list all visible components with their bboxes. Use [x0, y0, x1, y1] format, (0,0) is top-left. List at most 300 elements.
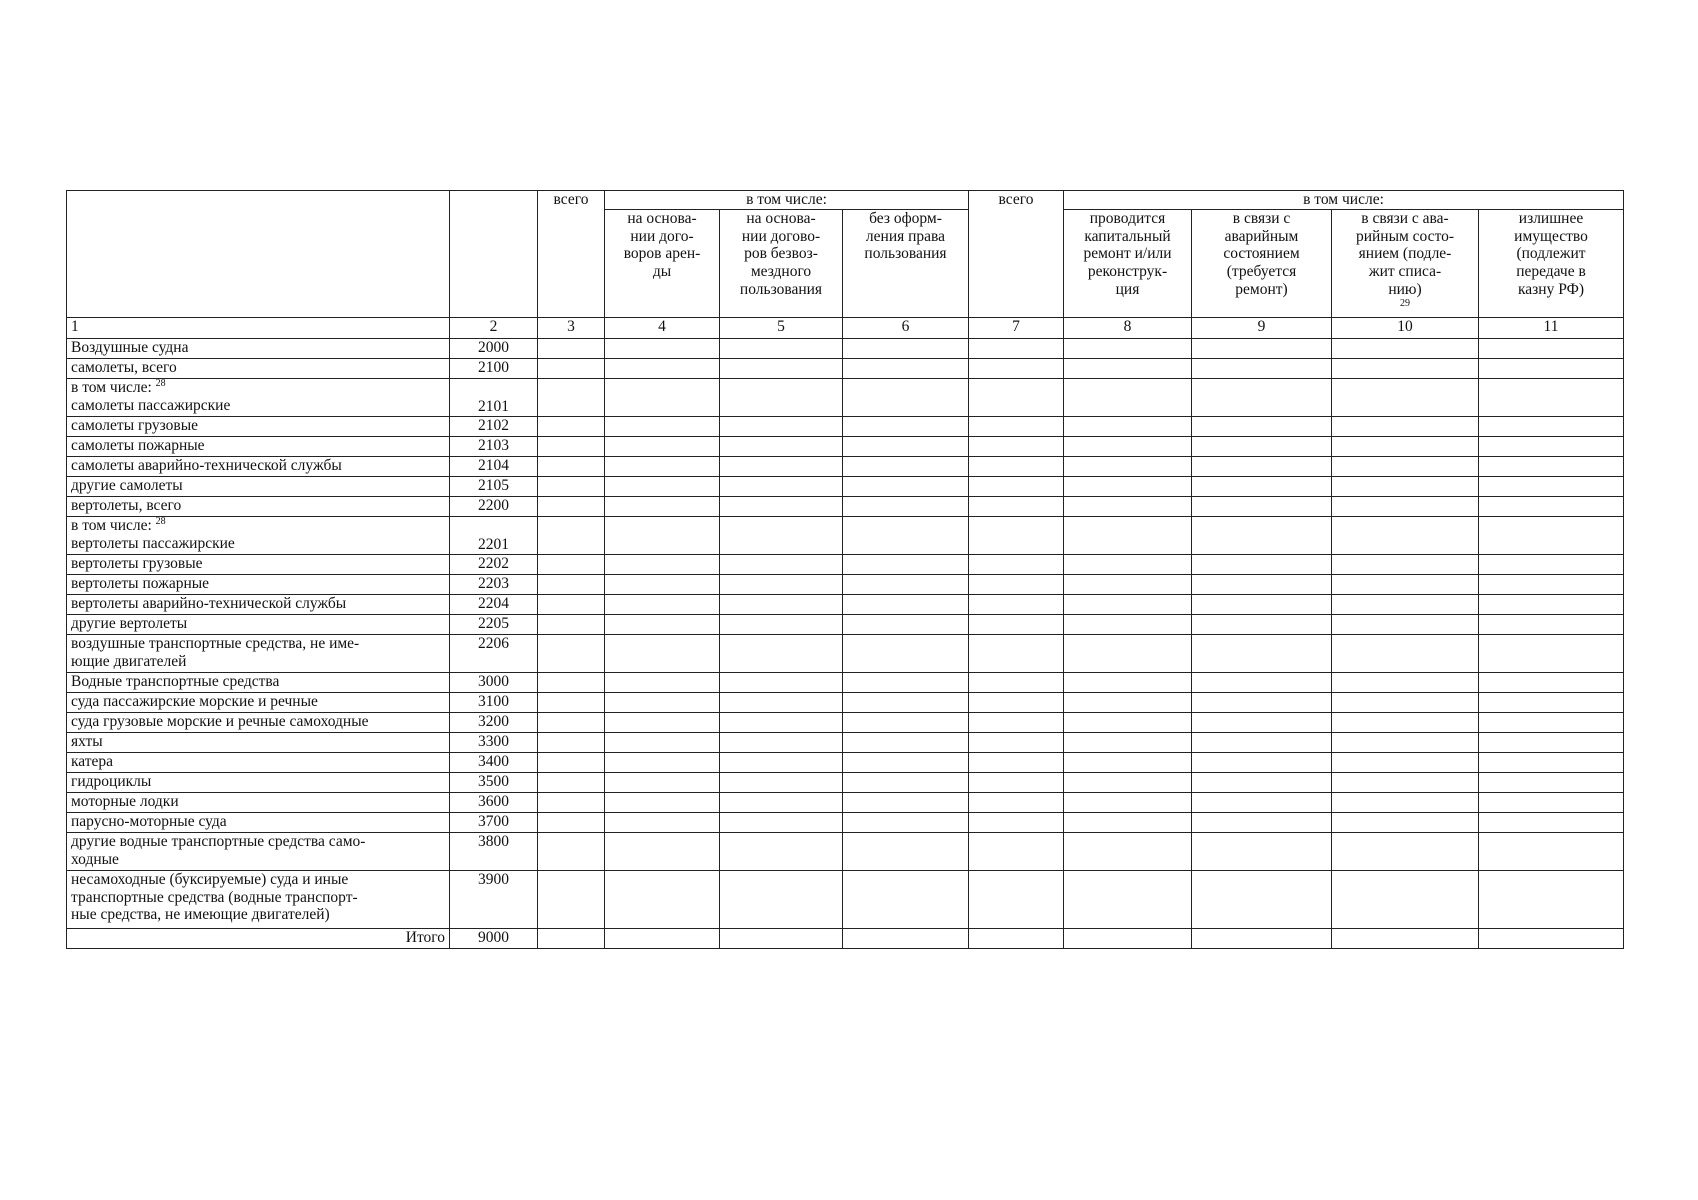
row-name-label: самолеты грузовые [71, 416, 199, 434]
row-name-label: вертолеты грузовые [71, 554, 203, 572]
row-2204-col10-cell[interactable] [1332, 594, 1479, 614]
row-2203-col6-cell[interactable] [843, 574, 969, 594]
row-2205-col4-cell[interactable] [605, 614, 720, 634]
row-prefix-text: в том числе: [71, 378, 152, 396]
row-2203-col3-cell[interactable] [538, 574, 605, 594]
row-3600-col7-cell[interactable] [969, 792, 1064, 812]
table-row [67, 672, 1624, 692]
row-3500-col5-cell[interactable] [720, 772, 843, 792]
row-3000-col10-cell[interactable] [1332, 672, 1479, 692]
row-3900-col3-cell[interactable] [538, 870, 605, 928]
row-2101-col6-cell[interactable] [843, 378, 969, 416]
total-col7-cell[interactable] [969, 928, 1064, 948]
row-2200-col6-cell[interactable] [843, 496, 969, 516]
row-name-label: Воздушные судна [71, 338, 189, 356]
row-name-label: несамоходные (буксируемые) суда и иные транспортные средства (водные транспорт- ные средства, не имеющие двигателей) [71, 870, 358, 924]
row-3500-col9-cell[interactable] [1192, 772, 1332, 792]
row-2205-col6-cell[interactable] [843, 614, 969, 634]
row-3100-col3-cell[interactable] [538, 692, 605, 712]
row-2206-col4-cell[interactable] [605, 634, 720, 672]
row-name-label: гидроциклы [71, 772, 152, 790]
row-code-cell: 2000 [450, 338, 538, 358]
row-2200-col9-cell[interactable] [1192, 496, 1332, 516]
row-3200-col10-cell[interactable] [1332, 712, 1479, 732]
table-row [67, 594, 1624, 614]
table-row [67, 870, 1624, 928]
total-col6-cell[interactable] [843, 928, 969, 948]
column-number-8: 8 [1064, 317, 1192, 338]
row-2105-col6-cell[interactable] [843, 476, 969, 496]
row-2201-col10-cell[interactable] [1332, 516, 1479, 554]
row-3700-col6-cell[interactable] [843, 812, 969, 832]
row-3100-col6-cell[interactable] [843, 692, 969, 712]
row-3300-col7-cell[interactable] [969, 732, 1064, 752]
row-2105-col4-cell[interactable] [605, 476, 720, 496]
row-2102-col8-cell[interactable] [1064, 416, 1192, 436]
row-2000-col5-cell[interactable] [720, 338, 843, 358]
row-code-cell: 3700 [450, 812, 538, 832]
row-code-cell: 2204 [450, 594, 538, 614]
row-2206-col3-cell[interactable] [538, 634, 605, 672]
row-3000-col3-cell[interactable] [538, 672, 605, 692]
row-3400-col8-cell[interactable] [1064, 752, 1192, 772]
row-3400-col7-cell[interactable] [969, 752, 1064, 772]
header-row-1 [67, 191, 1624, 210]
row-name-cell [67, 516, 450, 554]
row-2000-col10-cell[interactable] [1332, 338, 1479, 358]
row-3600-col4-cell[interactable] [605, 792, 720, 812]
row-2201-col5-cell[interactable] [720, 516, 843, 554]
table-row [67, 752, 1624, 772]
row-3500-col8-cell[interactable] [1064, 772, 1192, 792]
row-2102-col6-cell[interactable] [843, 416, 969, 436]
row-3100-col10-cell[interactable] [1332, 692, 1479, 712]
row-2102-col7-cell[interactable] [969, 416, 1064, 436]
row-3100-col8-cell[interactable] [1064, 692, 1192, 712]
table-row [67, 456, 1624, 476]
header-group1: в том числе: [605, 191, 969, 210]
row-2000-col6-cell[interactable] [843, 338, 969, 358]
row-2105-col3-cell[interactable] [538, 476, 605, 496]
row-3900-col8-cell[interactable] [1064, 870, 1192, 928]
total-col8-cell[interactable] [1064, 928, 1192, 948]
row-2103-col7-cell[interactable] [969, 436, 1064, 456]
transport-assets-table [66, 190, 1624, 949]
table-row [67, 772, 1624, 792]
row-3600-col5-cell[interactable] [720, 792, 843, 812]
row-2103-col11-cell[interactable] [1479, 436, 1624, 456]
row-3100-col11-cell[interactable] [1479, 692, 1624, 712]
row-2000-col7-cell[interactable] [969, 338, 1064, 358]
row-3800-col10-cell[interactable] [1332, 832, 1479, 870]
row-3700-col5-cell[interactable] [720, 812, 843, 832]
row-2104-col10-cell[interactable] [1332, 456, 1479, 476]
row-2202-col3-cell[interactable] [538, 554, 605, 574]
row-2201-col8-cell[interactable] [1064, 516, 1192, 554]
row-3300-col3-cell[interactable] [538, 732, 605, 752]
row-code-cell: 3100 [450, 692, 538, 712]
table-row [67, 574, 1624, 594]
row-2100-col6-cell[interactable] [843, 358, 969, 378]
row-2202-col4-cell[interactable] [605, 554, 720, 574]
table-row [67, 436, 1624, 456]
row-2204-col9-cell[interactable] [1192, 594, 1332, 614]
header-col10: в связи с ава- рийным состо- янием (подле- жит списа- нию) $^{29}$ [1332, 209, 1479, 317]
row-name-cell [67, 870, 450, 928]
row-name-cell [67, 554, 450, 574]
row-3200-col7-cell[interactable] [969, 712, 1064, 732]
row-code-cell: 3400 [450, 752, 538, 772]
row-2205-col3-cell[interactable] [538, 614, 605, 634]
row-3300-col8-cell[interactable] [1064, 732, 1192, 752]
row-3500-col11-cell[interactable] [1479, 772, 1624, 792]
row-3100-col9-cell[interactable] [1192, 692, 1332, 712]
table-row [67, 634, 1624, 672]
row-2203-col7-cell[interactable] [969, 574, 1064, 594]
row-2205-col7-cell[interactable] [969, 614, 1064, 634]
row-code-cell: 3200 [450, 712, 538, 732]
row-3300-col10-cell[interactable] [1332, 732, 1479, 752]
row-2104-col11-cell[interactable] [1479, 456, 1624, 476]
row-3400-col9-cell[interactable] [1192, 752, 1332, 772]
table-row [67, 358, 1624, 378]
row-2203-col4-cell[interactable] [605, 574, 720, 594]
row-3100-col4-cell[interactable] [605, 692, 720, 712]
row-3000-col9-cell[interactable] [1192, 672, 1332, 692]
row-2206-col5-cell[interactable] [720, 634, 843, 672]
row-2100-col5-cell[interactable] [720, 358, 843, 378]
row-3800-col9-cell[interactable] [1192, 832, 1332, 870]
row-2102-col5-cell[interactable] [720, 416, 843, 436]
row-3600-col3-cell[interactable] [538, 792, 605, 812]
row-2100-col3-cell[interactable] [538, 358, 605, 378]
table-row [67, 732, 1624, 752]
row-2201-col4-cell[interactable] [605, 516, 720, 554]
row-2203-col11-cell[interactable] [1479, 574, 1624, 594]
row-3500-col7-cell[interactable] [969, 772, 1064, 792]
row-3300-col4-cell[interactable] [605, 732, 720, 752]
row-2202-col11-cell[interactable] [1479, 554, 1624, 574]
row-2204-col3-cell[interactable] [538, 594, 605, 614]
row-3900-col11-cell[interactable] [1479, 870, 1624, 928]
row-2105-col9-cell[interactable] [1192, 476, 1332, 496]
row-2206-col6-cell[interactable] [843, 634, 969, 672]
row-3000-col11-cell[interactable] [1479, 672, 1624, 692]
row-3500-col10-cell[interactable] [1332, 772, 1479, 792]
row-2202-col10-cell[interactable] [1332, 554, 1479, 574]
row-3800-col4-cell[interactable] [605, 832, 720, 870]
row-name-label: другие вертолеты [71, 614, 188, 632]
header-col3: всего [538, 191, 605, 318]
row-2000-col11-cell[interactable] [1479, 338, 1624, 358]
row-2201-col3-cell[interactable] [538, 516, 605, 554]
row-2206-col7-cell[interactable] [969, 634, 1064, 672]
row-2103-col9-cell[interactable] [1192, 436, 1332, 456]
row-name-cell [67, 476, 450, 496]
row-2204-col11-cell[interactable] [1479, 594, 1624, 614]
row-2202-col6-cell[interactable] [843, 554, 969, 574]
row-2200-col3-cell[interactable] [538, 496, 605, 516]
row-name-label: вертолеты пассажирские [71, 534, 235, 552]
row-2204-col5-cell[interactable] [720, 594, 843, 614]
row-2202-col5-cell[interactable] [720, 554, 843, 574]
row-2100-col10-cell[interactable] [1332, 358, 1479, 378]
row-2100-col4-cell[interactable] [605, 358, 720, 378]
row-2000-col3-cell[interactable] [538, 338, 605, 358]
header-col7: всего [969, 191, 1064, 318]
table-row [67, 378, 1624, 416]
row-2100-col11-cell[interactable] [1479, 358, 1624, 378]
row-2103-col8-cell[interactable] [1064, 436, 1192, 456]
row-name-label: вертолеты, всего [71, 496, 182, 514]
row-2101-col9-cell[interactable] [1192, 378, 1332, 416]
row-3600-col9-cell[interactable] [1192, 792, 1332, 812]
column-number-9: 9 [1192, 317, 1332, 338]
row-2000-col4-cell[interactable] [605, 338, 720, 358]
row-3700-col3-cell[interactable] [538, 812, 605, 832]
row-2206-col11-cell[interactable] [1479, 634, 1624, 672]
row-code-cell: 2206 [450, 634, 538, 672]
header-col9: в связи с аварийным состоянием (требуется ремонт) [1192, 209, 1332, 317]
row-2101-col5-cell[interactable] [720, 378, 843, 416]
row-2206-col8-cell[interactable] [1064, 634, 1192, 672]
row-code-cell: 2104 [450, 456, 538, 476]
header-code-cell [450, 191, 538, 318]
row-3400-col6-cell[interactable] [843, 752, 969, 772]
total-row [67, 928, 1624, 948]
row-3000-col4-cell[interactable] [605, 672, 720, 692]
row-3900-col7-cell[interactable] [969, 870, 1064, 928]
table-row [67, 496, 1624, 516]
row-2102-col3-cell[interactable] [538, 416, 605, 436]
row-2202-col9-cell[interactable] [1192, 554, 1332, 574]
row-3100-col5-cell[interactable] [720, 692, 843, 712]
row-2103-col6-cell[interactable] [843, 436, 969, 456]
row-3500-col3-cell[interactable] [538, 772, 605, 792]
row-2205-col10-cell[interactable] [1332, 614, 1479, 634]
row-2101-col8-cell[interactable] [1064, 378, 1192, 416]
row-2000-col9-cell[interactable] [1192, 338, 1332, 358]
row-2104-col8-cell[interactable] [1064, 456, 1192, 476]
row-3400-col4-cell[interactable] [605, 752, 720, 772]
column-number-5: 5 [720, 317, 843, 338]
row-name-label: суда пассажирские морские и речные [71, 692, 318, 710]
row-name-label: другие самолеты [71, 476, 183, 494]
row-3600-col8-cell[interactable] [1064, 792, 1192, 812]
row-3400-col5-cell[interactable] [720, 752, 843, 772]
row-2200-col8-cell[interactable] [1064, 496, 1192, 516]
row-3400-col11-cell[interactable] [1479, 752, 1624, 772]
total-col5-cell[interactable] [720, 928, 843, 948]
row-2204-col6-cell[interactable] [843, 594, 969, 614]
row-2203-col10-cell[interactable] [1332, 574, 1479, 594]
row-2103-col10-cell[interactable] [1332, 436, 1479, 456]
row-2105-col10-cell[interactable] [1332, 476, 1479, 496]
row-code-cell: 2202 [450, 554, 538, 574]
row-2204-col4-cell[interactable] [605, 594, 720, 614]
row-2105-col5-cell[interactable] [720, 476, 843, 496]
row-2203-col8-cell[interactable] [1064, 574, 1192, 594]
row-3900-col5-cell[interactable] [720, 870, 843, 928]
row-3000-col8-cell[interactable] [1064, 672, 1192, 692]
row-2104-col9-cell[interactable] [1192, 456, 1332, 476]
row-3300-col9-cell[interactable] [1192, 732, 1332, 752]
row-2101-col11-cell[interactable] [1479, 378, 1624, 416]
row-2104-col3-cell[interactable] [538, 456, 605, 476]
row-3700-col8-cell[interactable] [1064, 812, 1192, 832]
row-2203-col5-cell[interactable] [720, 574, 843, 594]
row-2202-col8-cell[interactable] [1064, 554, 1192, 574]
row-2204-col7-cell[interactable] [969, 594, 1064, 614]
row-2204-col8-cell[interactable] [1064, 594, 1192, 614]
row-name-cell [67, 772, 450, 792]
row-name-cell [67, 456, 450, 476]
row-3700-col11-cell[interactable] [1479, 812, 1624, 832]
row-3800-col3-cell[interactable] [538, 832, 605, 870]
row-3500-col6-cell[interactable] [843, 772, 969, 792]
row-2104-col6-cell[interactable] [843, 456, 969, 476]
row-3900-col6-cell[interactable] [843, 870, 969, 928]
row-code-cell: 3000 [450, 672, 538, 692]
header-col6: без оформ- ления права пользования [843, 209, 969, 317]
total-col3-cell[interactable] [538, 928, 605, 948]
row-2101-col3-cell[interactable] [538, 378, 605, 416]
row-2205-col9-cell[interactable] [1192, 614, 1332, 634]
row-name-label: суда грузовые морские и речные самоходные [71, 712, 369, 730]
row-3100-col7-cell[interactable] [969, 692, 1064, 712]
row-2101-col7-cell[interactable] [969, 378, 1064, 416]
row-3700-col9-cell[interactable] [1192, 812, 1332, 832]
row-3700-col10-cell[interactable] [1332, 812, 1479, 832]
row-name-label: вертолеты пожарные [71, 574, 210, 592]
row-2102-col9-cell[interactable] [1192, 416, 1332, 436]
row-name-cell [67, 672, 450, 692]
row-2105-col7-cell[interactable] [969, 476, 1064, 496]
row-2203-col9-cell[interactable] [1192, 574, 1332, 594]
row-3800-col7-cell[interactable] [969, 832, 1064, 870]
row-code-cell: 3900 [450, 870, 538, 928]
total-col4-cell[interactable] [605, 928, 720, 948]
row-3200-col9-cell[interactable] [1192, 712, 1332, 732]
row-3900-col9-cell[interactable] [1192, 870, 1332, 928]
row-2202-col7-cell[interactable] [969, 554, 1064, 574]
row-name-label: Водные транспортные средства [71, 672, 280, 690]
row-3900-col4-cell[interactable] [605, 870, 720, 928]
row-2200-col7-cell[interactable] [969, 496, 1064, 516]
row-code-cell: 3500 [450, 772, 538, 792]
row-3200-col6-cell[interactable] [843, 712, 969, 732]
row-2200-col10-cell[interactable] [1332, 496, 1479, 516]
row-2206-col10-cell[interactable] [1332, 634, 1479, 672]
row-2105-col11-cell[interactable] [1479, 476, 1624, 496]
row-2104-col4-cell[interactable] [605, 456, 720, 476]
row-3600-col11-cell[interactable] [1479, 792, 1624, 812]
row-2100-col8-cell[interactable] [1064, 358, 1192, 378]
table-row [67, 812, 1624, 832]
row-name-cell [67, 496, 450, 516]
row-3800-col6-cell[interactable] [843, 832, 969, 870]
column-number-1: 1 [67, 317, 450, 338]
row-3300-col5-cell[interactable] [720, 732, 843, 752]
row-name-label: самолеты, всего [71, 358, 177, 376]
row-3200-col3-cell[interactable] [538, 712, 605, 732]
row-2101-col10-cell[interactable] [1332, 378, 1479, 416]
row-3800-col11-cell[interactable] [1479, 832, 1624, 870]
row-2101-col4-cell[interactable] [605, 378, 720, 416]
total-col11-cell[interactable] [1479, 928, 1624, 948]
row-3800-col8-cell[interactable] [1064, 832, 1192, 870]
row-2100-col7-cell[interactable] [969, 358, 1064, 378]
row-2102-col11-cell[interactable] [1479, 416, 1624, 436]
row-name-cell [67, 594, 450, 614]
row-2000-col8-cell[interactable] [1064, 338, 1192, 358]
row-2100-col9-cell[interactable] [1192, 358, 1332, 378]
row-2103-col5-cell[interactable] [720, 436, 843, 456]
row-2201-col7-cell[interactable] [969, 516, 1064, 554]
row-name-cell [67, 712, 450, 732]
row-3200-col5-cell[interactable] [720, 712, 843, 732]
row-2200-col11-cell[interactable] [1479, 496, 1624, 516]
row-2102-col4-cell[interactable] [605, 416, 720, 436]
row-3400-col3-cell[interactable] [538, 752, 605, 772]
total-col10-cell[interactable] [1332, 928, 1479, 948]
row-name-cell [67, 752, 450, 772]
table-row [67, 832, 1624, 870]
footnote-29: 29 [1400, 297, 1410, 309]
row-3700-col7-cell[interactable] [969, 812, 1064, 832]
column-number-10: 10 [1332, 317, 1479, 338]
row-name-cell [67, 732, 450, 752]
row-3500-col4-cell[interactable] [605, 772, 720, 792]
row-2105-col8-cell[interactable] [1064, 476, 1192, 496]
row-3300-col6-cell[interactable] [843, 732, 969, 752]
row-3800-col5-cell[interactable] [720, 832, 843, 870]
row-2102-col10-cell[interactable] [1332, 416, 1479, 436]
row-2103-col3-cell[interactable] [538, 436, 605, 456]
row-3600-col6-cell[interactable] [843, 792, 969, 812]
row-3900-col10-cell[interactable] [1332, 870, 1479, 928]
row-2201-col6-cell[interactable] [843, 516, 969, 554]
total-col9-cell[interactable] [1192, 928, 1332, 948]
row-2200-col4-cell[interactable] [605, 496, 720, 516]
row-2201-col11-cell[interactable] [1479, 516, 1624, 554]
row-2103-col4-cell[interactable] [605, 436, 720, 456]
row-3000-col6-cell[interactable] [843, 672, 969, 692]
row-2104-col7-cell[interactable] [969, 456, 1064, 476]
row-3000-col7-cell[interactable] [969, 672, 1064, 692]
row-3300-col11-cell[interactable] [1479, 732, 1624, 752]
row-name-label: самолеты аварийно-технической службы [71, 456, 342, 474]
row-2205-col11-cell[interactable] [1479, 614, 1624, 634]
row-2104-col5-cell[interactable] [720, 456, 843, 476]
row-2206-col9-cell[interactable] [1192, 634, 1332, 672]
row-3000-col5-cell[interactable] [720, 672, 843, 692]
row-3600-col10-cell[interactable] [1332, 792, 1479, 812]
row-name-cell [67, 792, 450, 812]
row-code-cell: 2103 [450, 436, 538, 456]
row-3200-col4-cell[interactable] [605, 712, 720, 732]
header-group2: в том числе: [1064, 191, 1624, 210]
row-3700-col4-cell[interactable] [605, 812, 720, 832]
row-code-cell: 3800 [450, 832, 538, 870]
row-3400-col10-cell[interactable] [1332, 752, 1479, 772]
row-2205-col5-cell[interactable] [720, 614, 843, 634]
row-3200-col8-cell[interactable] [1064, 712, 1192, 732]
row-2205-col8-cell[interactable] [1064, 614, 1192, 634]
row-3200-col11-cell[interactable] [1479, 712, 1624, 732]
row-2200-col5-cell[interactable] [720, 496, 843, 516]
row-2201-col9-cell[interactable] [1192, 516, 1332, 554]
